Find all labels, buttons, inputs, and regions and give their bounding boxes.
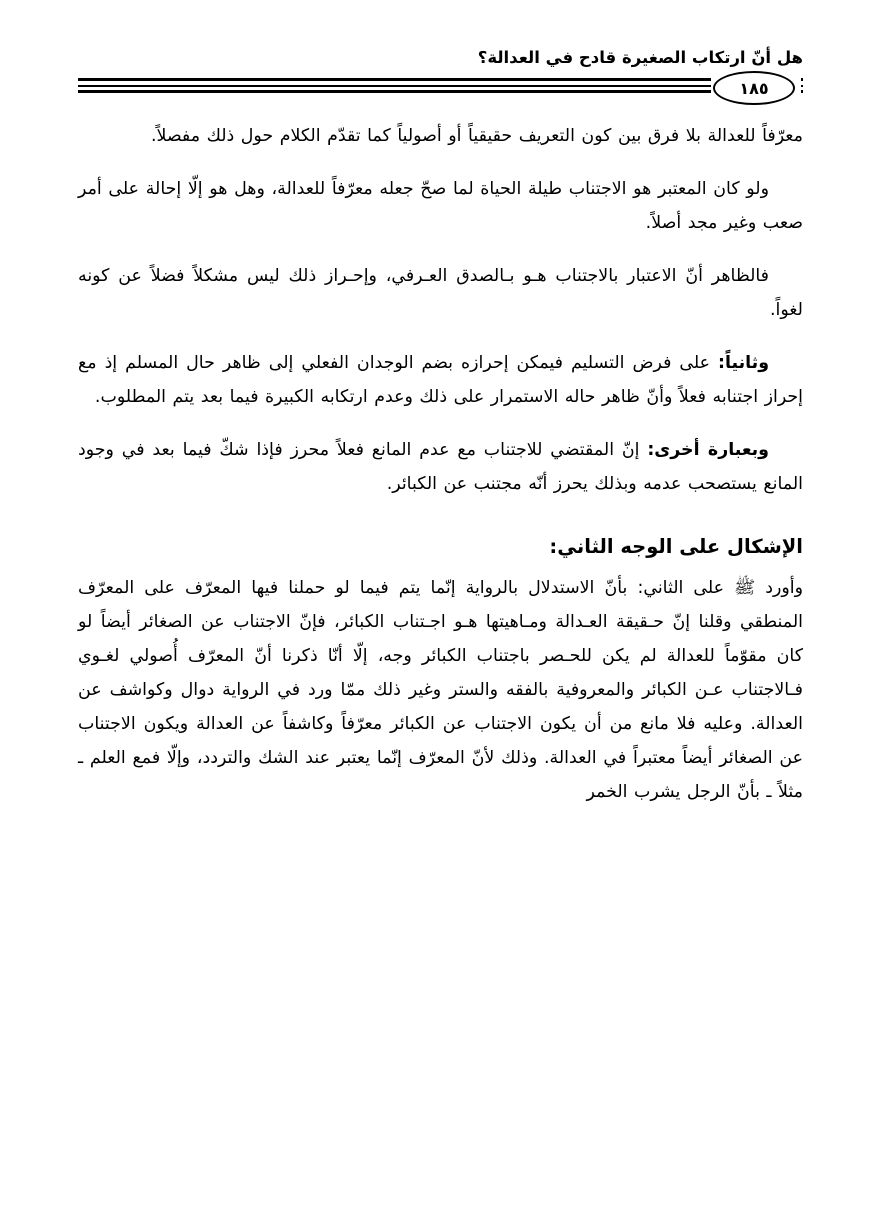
paragraph-3: فالظاهر أنّ الاعتبار بالاجتناب هـو بـالصدق العـرفي، وإحـراز ذلك ليس مشكلاً فضلاً عن كونه لغواً. xyxy=(78,265,803,320)
page-number: ١٨٥ xyxy=(713,71,795,105)
paragraph-4-label: وثانياً: xyxy=(718,352,769,373)
header-rule-bottom xyxy=(78,90,803,93)
header-rule-middle xyxy=(78,85,803,87)
paragraph-5-text: إنّ المقتضي للاجتناب مع عدم المانع فعلاً محرز فإذا شكّ فيما بعد في وجود المانع يستصحب عدمه وبذلك يحرز أنّه مجتنب عن الكبائر. xyxy=(78,439,803,494)
paragraph-5-label: وبعبارة أخرى: xyxy=(647,439,769,460)
header-rule xyxy=(78,78,803,98)
page-header xyxy=(78,40,803,102)
paragraph-6: وأورد ﷺ على الثاني: بأنّ الاستدلال بالرواية إنّما يتم فيما لو حملنا فيها المعرّف على المعرّف المنطقي وقلنا إنّ حـقيقة العـدالة ومـاهيتها هـو اجـتناب الكبائر، فإنّ الاجتناب عن الصغائر أيضاً لو كان مقوّماً للعدالة لم يكن للحـصر باجتناب الكبائر وجه، إلّا أنّا ذكرنا أنّ المعرّف أُصولي لغـوي فـالاجتناب عـن الكبائر والمعروفية بالفقه والستر وغير ذلك ممّا ورد في الرواية دوال وكواشف عن العدالة. وعليه فلا مانع من أن يكون الاجتناب عن الكبائر معرّفاً وكاشفاً عن العدالة ويكون الاجتناب عن الصغائر أيضاً معتبراً في العدالة. وذلك لأنّ المعرّف إنّما يعتبر عند الشك والتردد، وإلّا فمع العلم ـ مثلاً ـ بأنّ الرجل يشرب الخمر xyxy=(78,578,803,803)
paragraph-1: معرّفاً للعدالة بلا فرق بين كون التعريف حقيقياً أو أصولياً كما تقدّم الكلام حول ذلك مفصلاً. xyxy=(150,126,803,146)
header-rule-top xyxy=(78,78,803,81)
page-body xyxy=(78,120,803,810)
paragraph-2: ولو كان المعتبر هو الاجتناب طيلة الحياة لما صحّ جعله معرّفاً للعدالة، وهل هو إلّا إحالة على أمر صعب وغير مجد أصلاً. xyxy=(78,178,803,233)
paragraph-4 xyxy=(78,347,803,415)
paragraph-4-text: على فرض التسليم فيمكن إحرازه بضم الوجدان الفعلي إلى ظاهر حال المسلم إذ مع إحراز اجتنابه فعلاً وأنّ ظاهر حاله الاستمرار على ذلك وعدم ارتكابه الكبيرة فيما بعد يتم المطلوب. xyxy=(78,352,803,407)
section-heading: الإشكال على الوجه الثاني: xyxy=(549,535,803,559)
paragraph-5 xyxy=(78,434,803,502)
running-title: هل أنّ ارتكاب الصغيرة قادح في العدالة؟ xyxy=(477,48,803,67)
